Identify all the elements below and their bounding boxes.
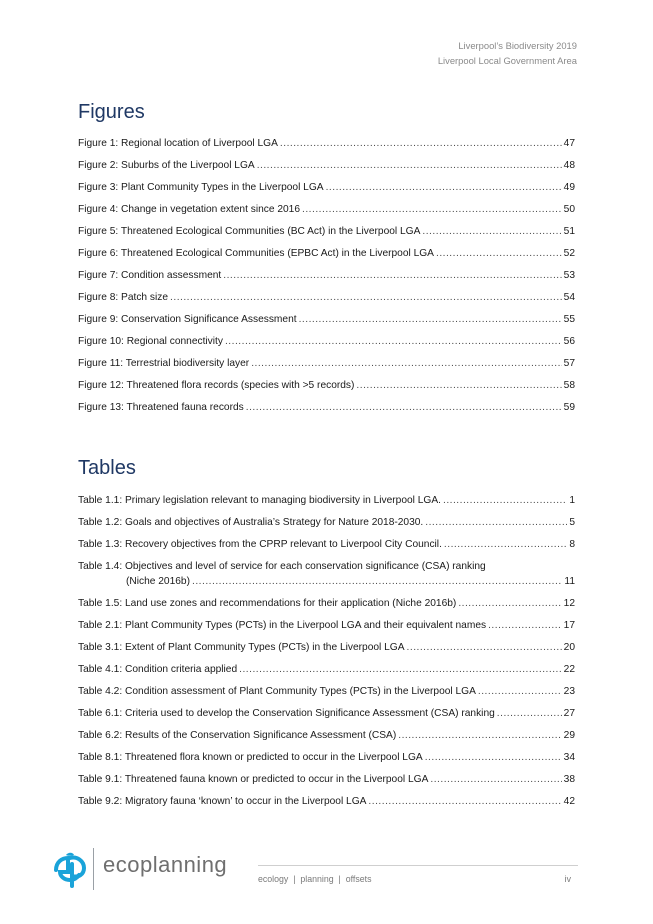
table-entry[interactable] <box>78 750 575 772</box>
dot-leader <box>425 515 567 530</box>
figures-heading: Figures <box>78 101 145 123</box>
figure-entry[interactable] <box>78 312 575 334</box>
figure-entry[interactable] <box>78 334 575 356</box>
figure-entry-page: 52 <box>563 248 575 259</box>
dot-leader <box>478 684 562 699</box>
table-entry-label: Table 2.1: Plant Community Types (PCTs) in the Liverpool LGA and their equivalent names <box>78 620 487 631</box>
footer-page-number: iv <box>564 874 571 884</box>
figure-entry-label: Figure 11: Terrestrial biodiversity layer <box>78 358 250 369</box>
dot-leader <box>239 662 562 677</box>
figure-entry-page: 55 <box>563 314 575 325</box>
dot-leader <box>251 356 561 371</box>
figure-entry-label: Figure 13: Threatened fauna records <box>78 402 244 413</box>
table-entry-page: 27 <box>563 708 575 719</box>
figure-entry-label: Figure 2: Suburbs of the Liverpool LGA <box>78 160 255 171</box>
footer-brand-name: ecoplanning <box>103 852 228 877</box>
figure-entry-page: 48 <box>563 160 575 171</box>
table-entry-label: Table 6.2: Results of the Conservation Significance Assessment (CSA) <box>78 730 397 741</box>
figure-entry-label: Figure 8: Patch size <box>78 292 169 303</box>
table-entry-label: Table 4.1: Condition criteria applied <box>78 664 238 675</box>
dot-leader <box>444 537 567 552</box>
table-entry-label: Table 9.1: Threatened fauna known or predicted to occur in the Liverpool LGA <box>78 774 429 785</box>
figure-entry-label: Figure 5: Threatened Ecological Communities (BC Act) in the Liverpool LGA <box>78 226 421 237</box>
table-entry-label: Table 1.1: Primary legislation relevant to managing biodiversity in Liverpool LGA. <box>78 495 441 506</box>
dot-leader <box>299 312 562 327</box>
running-header <box>438 38 577 68</box>
figure-entry-page: 57 <box>563 358 575 369</box>
dot-leader <box>488 618 562 633</box>
table-entry-label: Table 1.4: Objectives and level of service for each conservation significance (CSA) ranking <box>78 561 486 572</box>
figure-entry-label: Figure 12: Threatened flora records (species with >5 records) <box>78 380 355 391</box>
table-entry-page: 34 <box>563 752 575 763</box>
figure-entry[interactable] <box>78 378 575 400</box>
figure-entry-page: 51 <box>563 226 575 237</box>
dot-leader <box>225 334 562 349</box>
figure-entry-page: 54 <box>563 292 575 303</box>
dot-leader <box>398 728 561 743</box>
dot-leader <box>356 378 561 393</box>
figure-entry[interactable] <box>78 268 575 290</box>
table-entry[interactable] <box>78 596 575 618</box>
figure-entry-label: Figure 3: Plant Community Types in the Liverpool LGA <box>78 182 324 193</box>
table-entry-label: Table 6.1: Criteria used to develop the Conservation Significance Assessment (CSA) ranking <box>78 708 495 719</box>
footer-rule <box>258 865 578 866</box>
table-entry[interactable] <box>78 640 575 662</box>
figure-entry[interactable] <box>78 356 575 378</box>
table-entry-page: 38 <box>563 774 575 785</box>
dot-leader <box>246 400 562 415</box>
figure-entry[interactable] <box>78 400 575 422</box>
table-entry-page: 11 <box>564 576 575 587</box>
figure-entry[interactable] <box>78 136 575 158</box>
table-entry-label-continued: (Niche 2016b) <box>126 576 190 587</box>
figure-entry-page: 56 <box>563 336 575 347</box>
table-entry-page: 42 <box>563 796 575 807</box>
figure-entry-page: 53 <box>563 270 575 281</box>
figure-entry[interactable] <box>78 246 575 268</box>
dot-leader <box>368 794 561 809</box>
footer-tagline: ecology | planning | offsets <box>258 874 372 884</box>
table-entry[interactable] <box>78 537 575 559</box>
table-entry-page: 29 <box>563 730 575 741</box>
table-entry-label: Table 4.2: Condition assessment of Plant Community Types (PCTs) in the Liverpool LGA <box>78 686 476 697</box>
table-entry[interactable] <box>78 618 575 640</box>
tables-heading: Tables <box>78 457 136 479</box>
figure-entry-page: 49 <box>563 182 575 193</box>
figure-entry-page: 58 <box>563 380 575 391</box>
table-entry-page: 23 <box>563 686 575 697</box>
dot-leader <box>170 290 562 305</box>
figure-entry[interactable] <box>78 180 575 202</box>
figure-entry-page: 50 <box>563 204 575 215</box>
table-entry-label: Table 1.3: Recovery objectives from the CPRP relevant to Liverpool City Council. <box>78 539 442 550</box>
figure-entry[interactable] <box>78 290 575 312</box>
table-entry-label: Table 9.2: Migratory fauna ‘known’ to occur in the Liverpool LGA <box>78 796 367 807</box>
figure-entry-label: Figure 4: Change in vegetation extent since 2016 <box>78 204 301 215</box>
table-entry[interactable] <box>78 728 575 750</box>
dot-leader <box>302 202 562 217</box>
table-entry-page: 5 <box>569 517 575 528</box>
table-entry[interactable] <box>78 684 575 706</box>
dot-leader <box>443 493 567 508</box>
dot-leader <box>192 574 562 589</box>
figure-entry-label: Figure 1: Regional location of Liverpool LGA <box>78 138 278 149</box>
header-document-title: Liverpool’s Biodiversity 2019 <box>458 40 577 51</box>
dot-leader <box>436 246 562 261</box>
dot-leader <box>422 224 561 239</box>
table-entry[interactable] <box>78 662 575 684</box>
table-entry[interactable] <box>78 794 575 816</box>
footer-divider <box>93 848 94 890</box>
figure-entry-page: 59 <box>563 402 575 413</box>
table-entry-label: Table 1.2: Goals and objectives of Australia’s Strategy for Nature 2018-2030. <box>78 517 424 528</box>
table-entry-page: 1 <box>569 495 575 506</box>
dot-leader <box>407 640 562 655</box>
figure-entry[interactable] <box>78 158 575 180</box>
table-entry[interactable] <box>78 493 575 515</box>
figure-entry-label: Figure 10: Regional connectivity <box>78 336 223 347</box>
figure-entry-label: Figure 7: Condition assessment <box>78 270 222 281</box>
tables-list <box>78 493 575 816</box>
figure-entry[interactable] <box>78 224 575 246</box>
table-entry[interactable] <box>78 515 575 537</box>
dot-leader <box>425 750 562 765</box>
dot-leader <box>497 706 562 721</box>
figures-list <box>78 136 575 422</box>
dot-leader <box>223 268 561 283</box>
dot-leader <box>257 158 562 173</box>
dot-leader <box>280 136 562 151</box>
table-entry-page: 20 <box>563 642 575 653</box>
table-entry-label: Table 8.1: Threatened flora known or predicted to occur in the Liverpool LGA <box>78 752 423 763</box>
table-entry-page: 12 <box>563 598 575 609</box>
table-entry-label: Table 1.5: Land use zones and recommendations for their application (Niche 2016b) <box>78 598 457 609</box>
header-area-name: Liverpool Local Government Area <box>437 55 577 66</box>
table-entry[interactable] <box>78 559 575 596</box>
figure-entry-label: Figure 6: Threatened Ecological Communities (EPBC Act) in the Liverpool LGA <box>78 248 434 259</box>
dot-leader <box>326 180 562 195</box>
table-entry-page: 22 <box>563 664 575 675</box>
ecoplanning-logo-icon <box>50 852 90 888</box>
table-entry[interactable] <box>78 706 575 728</box>
dot-leader <box>430 772 561 787</box>
figure-entry[interactable] <box>78 202 575 224</box>
table-entry-page: 8 <box>569 539 575 550</box>
figure-entry-label: Figure 9: Conservation Significance Assessment <box>78 314 297 325</box>
table-entry-label: Table 3.1: Extent of Plant Community Types (PCTs) in the Liverpool LGA <box>78 642 405 653</box>
dot-leader <box>458 596 561 611</box>
table-entry-page: 17 <box>563 620 575 631</box>
figure-entry-page: 47 <box>563 138 575 149</box>
table-entry[interactable] <box>78 772 575 794</box>
